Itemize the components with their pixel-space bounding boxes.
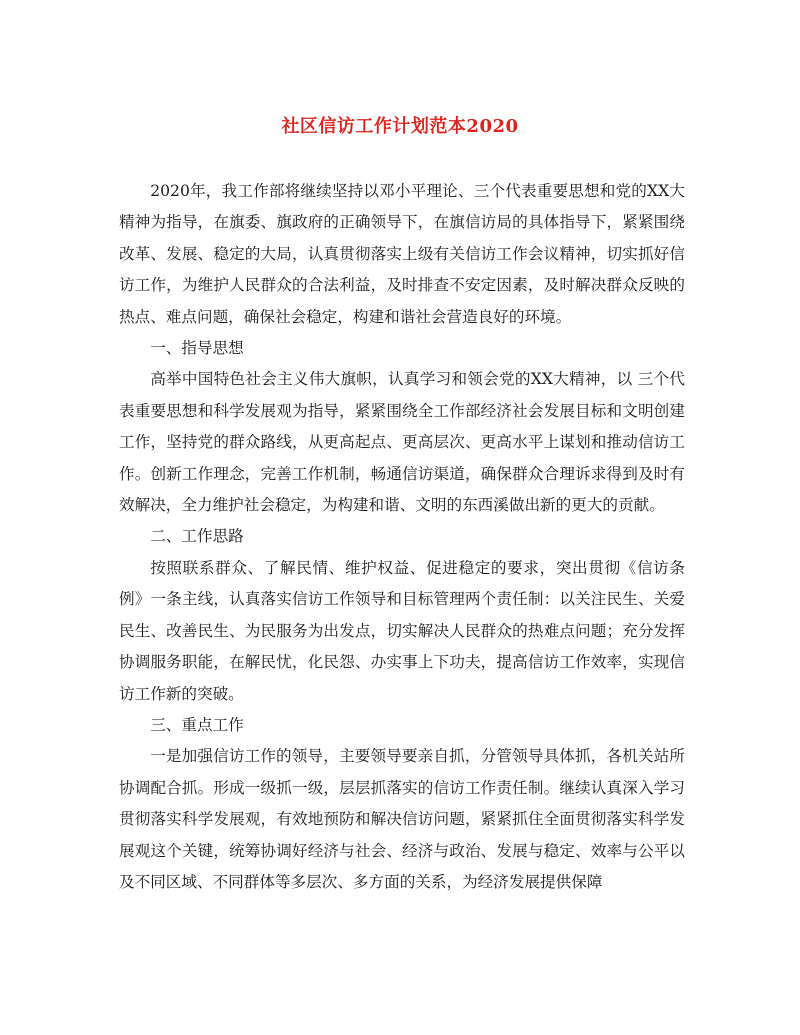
paragraph-guiding-ideology: 高举中国特色社会主义伟大旗帜，认真学习和领会党的XX大精神，以 三个代表重要思想和科学发展观为指导，紧紧围绕全工作部经济社会发展目标和文明创建工作，坚持党的群众路线，从更高起点、更高层次、更高水平上谋划和推动信访工作。创新工作理念，完善工作机制，畅通信访渠道，确保群众合理诉求得到及时有效解决，全力维护社会稳定，为构建和谐、文明的东西溪做出新的更大的贡献。 — [119, 370, 685, 515]
document-body — [119, 176, 685, 898]
paragraph-work-approach: 按照联系群众、了解民情、维护权益、促进稳定的要求，突出贯彻《信访条例》一条主线，认真落实信访工作领导和目标管理两个责任制：以关注民生、关爱民生、改善民生、为民服务为出发点，切实解决人民群众的热难点问题；充分发挥协调服务职能，在解民忧，化民怨、办实事上下功夫，提高信访工作效率，实现信访工作新的突破。 — [119, 558, 685, 703]
section-heading-key-work: 三、重点工作 — [150, 715, 244, 734]
paragraph-key-work: 一是加强信访工作的领导，主要领导要亲自抓，分管领导具体抓，各机关站所协调配合抓。形成一级抓一级，层层抓落实的信访工作责任制。继续认真深入学习贯彻落实科学发展观，有效地预防和解决信访问题，紧紧抓住全面贯彻落实科学发展观这个关键，统筹协调好经济与社会、经济与政治、发展与稳定、效率与公平以及不同区域、不同群体等多层次、多方面的关系，为经济发展提供保障 — [119, 747, 685, 891]
section-heading-work-approach: 二、工作思路 — [150, 527, 244, 546]
section-heading-guiding-ideology: 一、指导思想 — [150, 339, 244, 358]
paragraph-intro: 2020年，我工作部将继续坚持以邓小平理论、三个代表重要思想和党的XX大精神为指导，在旗委、旗政府的正确领导下，在旗信访局的具体指导下，紧紧围绕改革、发展、稳定的大局，认真贯彻落实上级有关信访工作会议精神，切实抓好信访工作，为维护人民群众的合法利益，及时排查不安定因素，及时解决群众反映的热点、难点问题，确保社会稳定，构建和谐社会营造良好的环境。 — [119, 182, 685, 326]
document-title: 社区信访工作计划范本2020 — [281, 116, 519, 137]
